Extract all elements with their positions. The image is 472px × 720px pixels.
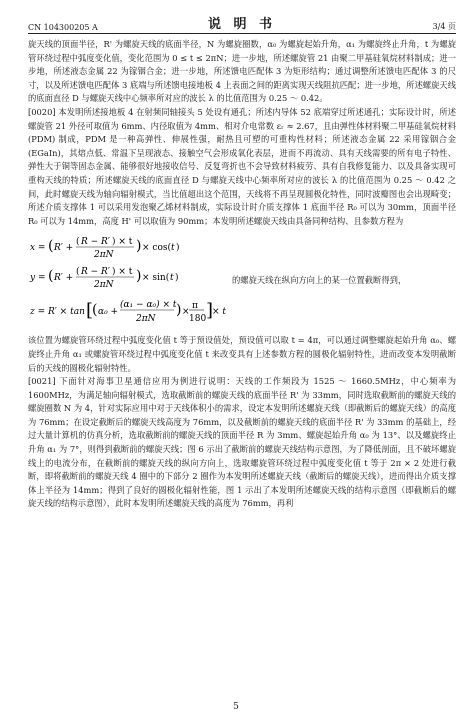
svg-text:(α₁ − α₀) × t: (α₁ − α₀) × t (120, 300, 177, 311)
y-equation-lhs: y = (30, 273, 46, 284)
paragraph-continued: 旋天线的顶面半径，R' 为螺旋天线的底面半径，N 为螺旋圈数，α₀ 为螺旋起始升角，α₁ 为螺旋终止升角，t 为螺旋管环绕过程中弧度变化值，变化范围为 0 ≤ t ≤ 2πN；进一步地，所述螺旋管 21 由聚二甲基硅氧烷材料制成；进一步地，所述液态金属 22 为镓铟合金；进一步地，所述馈电匹配体 3 为矩形结构；通过调整所述馈电匹配体 3 的尺寸，以及所述馈电匹配体 3 底端与所述馈电接地板 4 上表面之间的距离实现天线阻抗匹配；进一步地，所述螺旋天线的底面直径 D 与螺旋天线中心频率所对应的波长 λ 的比值范围为 0.25 ～ 0.42。 (28, 39, 456, 104)
svg-text:t: t (170, 273, 174, 284)
document-body (28, 38, 456, 511)
svg-text:(: ( (92, 302, 98, 319)
svg-text:) × t: ) × t (112, 237, 133, 248)
page-number: 5 (233, 702, 239, 712)
paragraph-truncation: 该位置为螺旋管环绕过程中弧度变化值 t 等于预设值处，预设值可以取 t = 4π，可以通过调整螺旋起始升角 α₀、螺旋终止升角 α₁ 或螺旋管环绕过程中弧度变化值 t 来改变具有上述参数方程的圆极化辐射特性，进而改变本发明截断后的天线的圆极化辐射特性。 (28, 335, 456, 373)
svg-text:): ) (176, 302, 182, 319)
svg-text:180: 180 (189, 314, 207, 325)
svg-text:]: ] (206, 300, 214, 322)
svg-text:) × t: ) × t (112, 267, 133, 278)
svg-text:× t: × t (212, 307, 227, 318)
patent-number: CN 104300205 A (28, 23, 98, 32)
svg-text:(: ( (76, 237, 80, 248)
z-equation-lhs: z = R′ × tan (30, 307, 85, 318)
document-title: 说 明 书 (207, 17, 277, 32)
svg-text:t: t (171, 243, 175, 254)
svg-text:×: × (182, 307, 190, 318)
parametric-equations (28, 230, 228, 330)
svg-text:R′ +: R′ + (54, 273, 74, 284)
svg-text:α₀ +: α₀ + (98, 307, 119, 318)
svg-text:2πN: 2πN (94, 250, 114, 261)
paragraph-0021: [0021] 下面针对海事卫星通信应用为例进行说明：天线的工作频段为 1525 ～ 1660.5MHz，中心频率为 1600MHz，为满足轴向辐射模式，选取截断前的螺旋天线的底面半径 R' 为 33mm，同时选取截断前的螺旋天线的螺旋圈数 N 为 4，针对实际应用中对于天线体积小的需求，设定本发明所述螺旋天线（即截断后的螺旋天线）的高度为 76mm；在设定截断后的螺旋天线高度为 76mm，以及截断前的螺旋天线的底面半径 R' 为 33mm 的基础上，经过大量计算机的仿真分析，选取截断前的螺旋天线的顶面半径 R 为 3mm、螺旋起始升角 α₀ 为 13°、以及螺旋终止升角 α₁ 为 7°，则得到截断前的螺旋天线；图 6 示出了截断前的螺旋天线结构示意图，为了降低剖面，且不破坏螺旋线上的电流分布，在截断前的螺旋天线的纵向方向上，选取螺旋管环绕过程中弧度变化值 t 等于 2π × 2 处进行截断，即将截断前的螺旋天线 4 圈中的下部分 2 圈作为本发明所述螺旋天线（截断后的螺旋天线），进而得出介质支撑体上半径为 14mm；得到了良好的圆极化辐射性能，图 1 示出了本发明所述螺旋天线的结构示意图（即截断后的螺旋天线的结构示意图），此时本发明所述螺旋天线的高度为 76mm，再利 (28, 376, 456, 509)
svg-text:2πN: 2πN (136, 314, 156, 325)
svg-text:): ) (136, 238, 142, 255)
svg-text:R′ +: R′ + (54, 243, 74, 254)
parametric-equation-block (28, 230, 456, 330)
svg-text:× sin(: × sin( (142, 273, 170, 284)
page-indicator: 3/4 页 (432, 22, 456, 31)
x-equation-lhs: x = (30, 243, 46, 254)
paragraph-0020: [0020] 本发明所述接地板 4 在射频同轴接头 5 处设有通孔；所述内导体 52 底端穿过所述通孔；实际设计时，所述螺旋管 21 外径可取值为 6mm、内径取值为 4mm、相对介电常数 εᵣ ≈ 2.67，且由弹性体材料聚二甲基硅氧烷材料 (PDM) 制成，PDM 是一种高弹性、伸展性强，耐热且可塑的可重构性材料；所述液态金属 22 采用镓铟合金 (EGaIn)，其熔点低、常温下呈现液态、接触空气会形成氧化表层，进而不再流动、具有天线需要的所有电子特性、弹性大于铜等固态金属、能够很好地接收信号、反复弯折也不会导致材料疲劳、具有自我修复能力、以及具备实现可重构天线的特质；所述螺旋天线的底面直径 D 与螺旋天线中心频率所对应的波长 λ 的比值范围为 0.25 ～ 0.42 之间，此时螺旋天线为轴向辐射模式，当比值超出这个范围，天线将不再呈现圆极化特性，同时波瓣图也会出现畸变；所述介质支撑体 1 可以采用发泡聚乙烯材料制成，实际设计时介质支撑体 1 底面半径 R₀ 可以为 30mm，顶面半径 R₀ 可以为 14mm，高度 H' 可以取值为 90mm；本发明所述螺旋天线由具备同种结构、且参数方程为 (28, 106, 456, 226)
svg-text:): ) (175, 273, 179, 284)
svg-text:(: ( (48, 238, 54, 255)
svg-text:): ) (136, 268, 142, 285)
svg-text:): ) (176, 243, 180, 254)
svg-text:R − R′: R − R′ (81, 267, 110, 278)
page-header (28, 10, 456, 32)
svg-text:× cos(: × cos( (142, 243, 171, 254)
svg-text:(: ( (76, 267, 80, 278)
header-rule (28, 33, 456, 34)
svg-text:R − R′: R − R′ (81, 237, 110, 248)
formula-trailing-text: 的螺旋天线在纵向方向上的某一位置截断得到， (232, 274, 407, 285)
svg-text:(: ( (48, 268, 54, 285)
svg-text:[: [ (86, 300, 94, 322)
svg-text:2πN: 2πN (94, 280, 114, 291)
svg-text:π: π (192, 301, 198, 312)
